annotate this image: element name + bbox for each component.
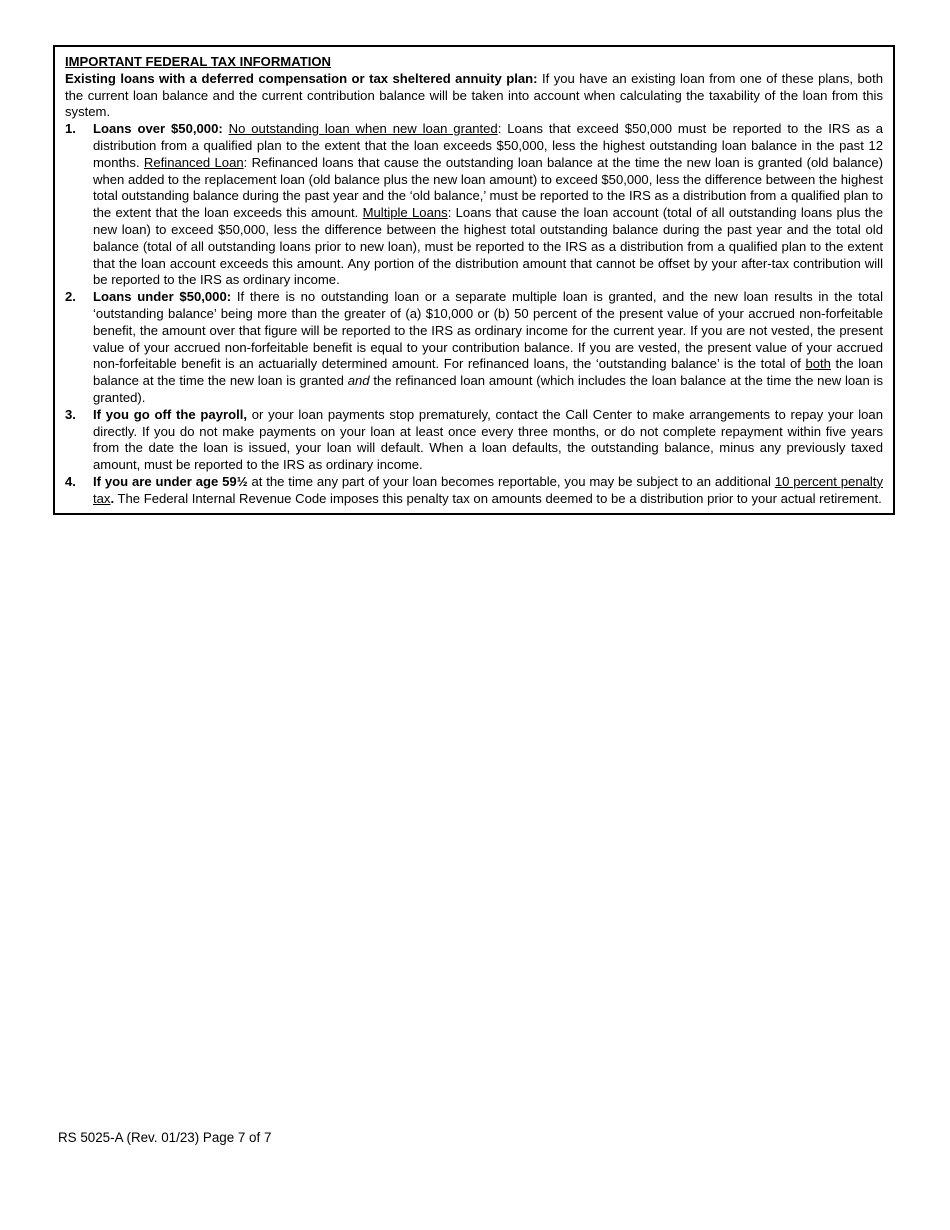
item-body: Loans over $50,000: No outstanding loan when new loan granted: Loans that exceed $50,000 must be reported to the IRS as a distribution from a qualified plan to the extent that the loan exceeds $50,000, less the highest outstanding loan balance in the past 12 months. Refinanced Loan: Refinanced loans that cause the outstanding loan balance at the time the new loan is granted (old balance) when added to the replacement loan (old balance plus the new loan amount) to exceed $50,000, less the difference between the highest total outstanding balance during the past year and the ‘old balance,’ must be reported to the IRS as a distribution from a qualified plan to the extent that the loan exceeds this amount. Multiple Loans: Loans that cause the loan account (total of all outstanding loans plus the new loan) to exceed $50,000, less the difference between the highest total outstanding balance during the past year and the total old balance (total of all outstanding loans prior to new loan), must be reported to the IRS as a distribution from a qualified plan to the extent that the loan account exceeds this amount. Any portion of the distribution amount that cannot be offset by your after-tax contribution will be reported to the IRS as ordinary income. <box>93 121 883 288</box>
intro-text: If you have an existing loan from one of these plans, both the current loan balance and the current contribution balance will be taken into account when calculating the taxability of the loan from this system. <box>65 70 883 120</box>
intro-paragraph <box>65 71 883 121</box>
item-body: If you go off the payroll, or your loan payments stop prematurely, contact the Call Center to make arrangements to repay your loan directly. If you do not make payments on your loan at least once every three months, or do not complete repayment within five years from the date the loan is issued, your loan will default. When a loan defaults, the outstanding balance, minus any previously taxed amount, must be reported to the IRS as ordinary income. <box>93 406 883 473</box>
intro-lead: Existing loans with a deferred compensation or tax sheltered annuity plan: <box>65 70 538 86</box>
item-body: Loans under $50,000: If there is no outstanding loan or a separate multiple loan is granted, and the new loan results in the total ‘outstanding balance’ being more than the greater of (a) $10,000 or (b) 50 percent of the present value of your accrued non-forfeitable benefit, the amount over that figure will be reported to the IRS as ordinary income for the current year. If you are not vested, the present value of your accrued non-forfeitable benefit is equal to your contribution balance. If you are vested, the present value of your accrued non-forfeitable benefit is an actuarially determined amount. For refinanced loans, the ‘outstanding balance’ is the total of both the loan balance at the time the new loan is granted and the refinanced loan amount (which includes the loan balance at the time the new loan is granted). <box>93 289 883 405</box>
item-underlined-term: both <box>805 356 831 372</box>
item-italic-term: and <box>347 373 370 389</box>
item-lead: If you are under age 59½ <box>93 473 248 489</box>
tax-items-list <box>65 121 883 507</box>
item-number: 1. <box>65 121 76 137</box>
item-underlined-term: No outstanding loan when new loan granted <box>228 121 498 137</box>
list-item <box>65 407 883 474</box>
list-item <box>65 474 883 508</box>
box-title: IMPORTANT FEDERAL TAX INFORMATION <box>65 54 331 69</box>
item-lead: Loans over $50,000: <box>93 121 223 137</box>
item-underlined-term: Refinanced Loan <box>143 154 244 170</box>
item-underlined-term: Multiple Loans <box>362 205 448 221</box>
item-underlined-term: 10 percent penalty tax <box>93 473 883 506</box>
item-number: 3. <box>65 406 76 422</box>
list-item <box>65 289 883 407</box>
item-lead: If you go off the payroll, <box>93 406 247 422</box>
item-number: 4. <box>65 473 76 489</box>
item-body: If you are under age 59½ at the time any part of your loan becomes reportable, you may be subject to an additional 10 percent penalty tax. The Federal Internal Revenue Code imposes this penalty tax on amounts deemed to be a distribution prior to your actual retirement. <box>93 473 883 506</box>
list-item <box>65 121 883 289</box>
item-lead: Loans under $50,000: <box>93 289 232 305</box>
page-footer: RS 5025-A (Rev. 01/23) Page 7 of 7 <box>58 1130 272 1145</box>
item-number: 2. <box>65 289 76 305</box>
tax-information-box <box>53 45 895 515</box>
